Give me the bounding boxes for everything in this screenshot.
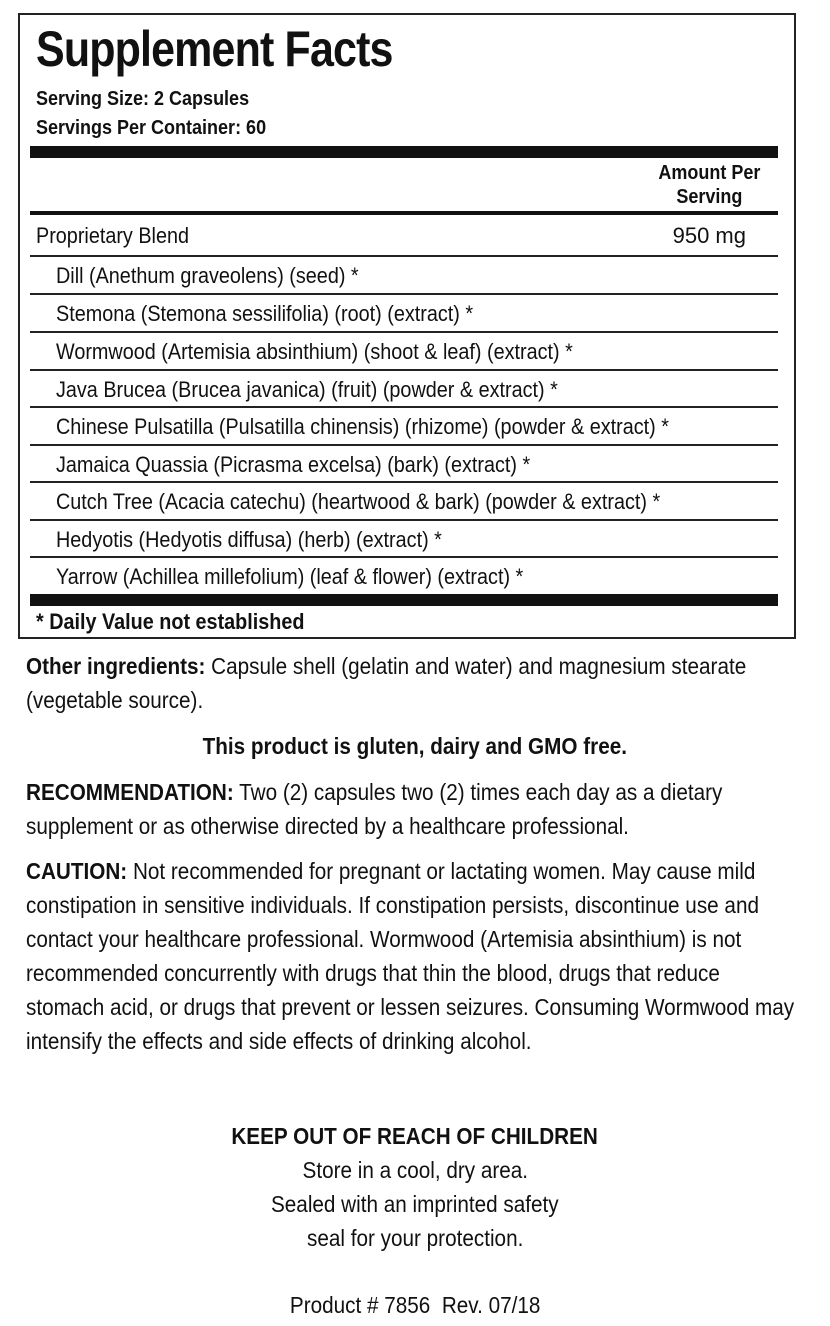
divider-thick-bottom: [30, 594, 778, 606]
supplement-facts-panel: [18, 13, 796, 639]
keep-out-of-reach-warning: [0, 1119, 830, 1153]
blend-amount: 950 mg: [672, 223, 746, 248]
daily-value-footnote: * Daily Value not established: [36, 609, 305, 634]
ingredient-text: Stemona (Stemona sessilifolia) (root) (extract) *: [56, 301, 474, 326]
divider-thick-top: [30, 146, 778, 158]
product-info-text: Product # 7856 Rev. 07/18: [289, 1292, 541, 1318]
ingredient-text: Java Brucea (Brucea javanica) (fruit) (powder & extract) *: [56, 377, 558, 402]
amount-per-serving-header: [658, 161, 760, 209]
recommendation: [26, 775, 800, 843]
storage-text: Sealed with an imprinted safety: [271, 1191, 559, 1217]
free-statement-text: This product is gluten, dairy and GMO free.: [202, 733, 628, 759]
caution: [26, 854, 800, 1058]
storage-text: Store in a cool, dry area.: [302, 1157, 528, 1183]
ingredient-text: Hedyotis (Hedyotis diffusa) (herb) (extract) *: [56, 527, 442, 552]
ingredient-row: [30, 255, 778, 293]
ingredient-row: [30, 556, 778, 594]
other-ingredients-text: Capsule shell (gelatin and water) and magnesium stearate (vegetable source).: [26, 653, 747, 713]
recommendation-text: Two (2) capsules two (2) times each day as a dietary supplement or as otherwise directed by a healthcare professional.: [26, 779, 723, 839]
ingredient-text: Cutch Tree (Acacia catechu) (heartwood & bark) (powder & extract) *: [56, 489, 661, 514]
storage-line-3: [0, 1221, 830, 1255]
ingredient-text: Yarrow (Achillea millefolium) (leaf & flower) (extract) *: [56, 564, 524, 589]
caution-text: Not recommended for pregnant or lactating women. May cause mild constipation in sensitive individuals. If constipation persists, discontinue use and contact your healthcare professional. Wormwood (Artemisia absinthium) is not recommended concurrently with drugs that thin the blood, drugs that reduce stomach acid, or drugs that prevent or lessen seizures. Consuming Wormwood may intensify the effects and side effects of drinking alcohol.: [26, 858, 795, 1054]
storage-text: seal for your protection.: [306, 1225, 524, 1251]
ingredient-text: Dill (Anethum graveolens) (seed) *: [56, 263, 359, 288]
other-ingredients-label: Other ingredients:: [26, 653, 206, 679]
ingredient-text: Chinese Pulsatilla (Pulsatilla chinensis) (rhizome) (powder & extract) *: [56, 414, 669, 439]
storage-line-2: [0, 1187, 830, 1221]
recommendation-label: RECOMMENDATION:: [26, 779, 234, 805]
amount-header-line2: Serving: [675, 186, 742, 208]
divider-medium: [30, 211, 778, 215]
other-ingredients: [26, 649, 800, 717]
storage-line-1: [0, 1153, 830, 1187]
product-info: [0, 1288, 830, 1322]
ingredient-row: [30, 519, 778, 557]
ingredient-row: [30, 444, 778, 482]
servings-per-container: Servings Per Container: 60: [36, 117, 267, 139]
caution-label: CAUTION:: [26, 858, 128, 884]
ingredient-row: [30, 293, 778, 331]
serving-size: Serving Size: 2 Capsules: [36, 88, 250, 110]
ingredient-row: [30, 369, 778, 407]
proprietary-blend-row: [30, 217, 778, 255]
ingredient-text: Wormwood (Artemisia absinthium) (shoot & leaf) (extract) *: [56, 339, 573, 364]
blend-name: Proprietary Blend: [36, 223, 189, 248]
warning-text: KEEP OUT OF REACH OF CHILDREN: [231, 1123, 599, 1149]
facts-title: Supplement Facts: [36, 21, 393, 77]
ingredient-row: [30, 331, 778, 369]
free-statement: [0, 729, 830, 763]
ingredient-row: [30, 481, 778, 519]
ingredient-row: [30, 406, 778, 444]
amount-header-line1: Amount Per: [657, 162, 760, 184]
ingredient-text: Jamaica Quassia (Picrasma excelsa) (bark) (extract) *: [56, 452, 531, 477]
